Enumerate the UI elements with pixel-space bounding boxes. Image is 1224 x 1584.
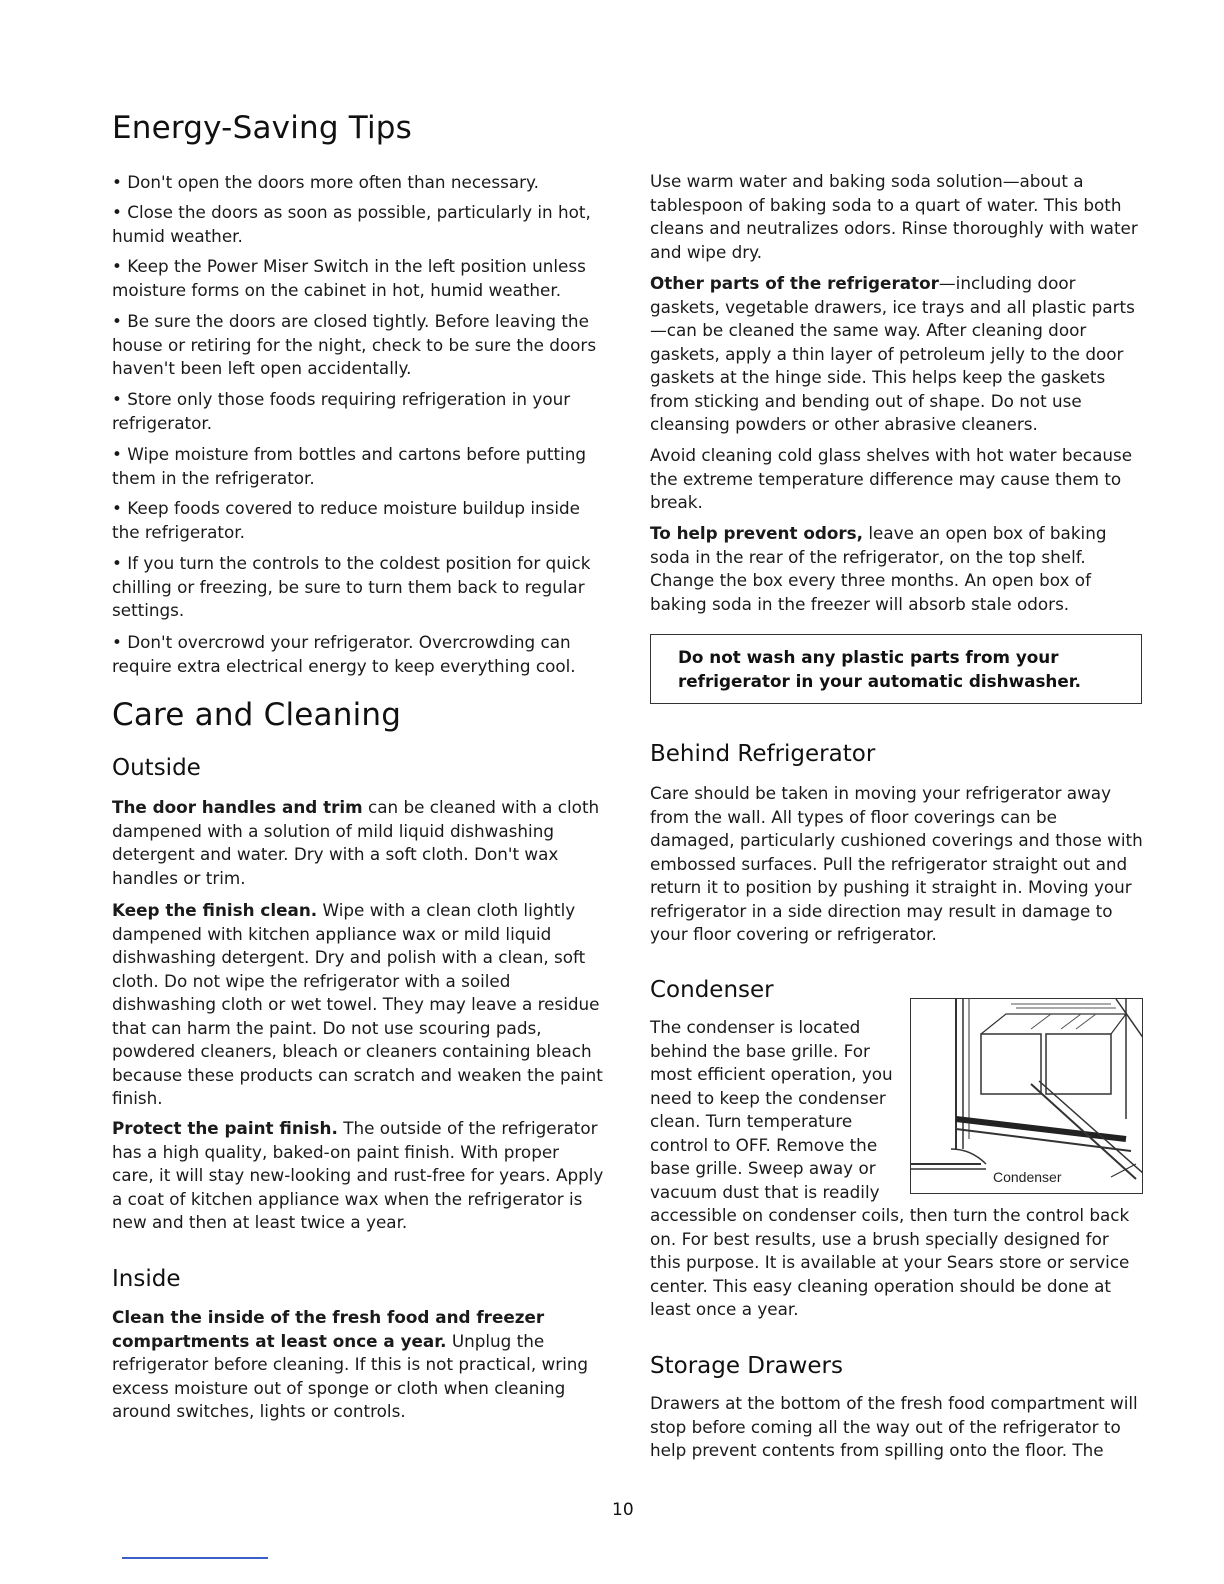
energy-tip: • Don't open the doors more often than necessary. (112, 172, 539, 192)
condenser-wrapped-text: The condenser is located behind the base grille. For most efficient operation, you need to keep the condenser clean. Turn temperature control to OFF. Remove the base grille. Sweep away or vacuum dust that is readily (650, 1017, 893, 1202)
energy-tip: • Store only those foods requiring refrigeration in your refrigerator. (112, 389, 571, 433)
bold-lead: Protect the paint finish. (112, 1118, 338, 1138)
energy-tip: • Wipe moisture from bottles and cartons before putting them in the refrigerator. (112, 444, 586, 488)
energy-tip: • Be sure the doors are closed tightly. Before leaving the house or retiring for the night, check to be sure the doors haven't been left open accidentally. (112, 311, 597, 378)
footer-rule (122, 1557, 268, 1559)
condenser-heading: Condenser (650, 977, 774, 1003)
storage-heading: Storage Drawers (650, 1353, 843, 1379)
outside-paragraph: Keep the finish clean. Wipe with a clean cloth lightly dampened with kitchen appliance wax or mild liquid dishwashing detergent. Dry and polish with a clean, soft cloth. Do not wipe the refrigerator with a soiled dishwashing cloth or wet towel. They may leave a residue that can harm the paint. Do not use scouring pads, powdered cleaners, bleach or cleaners containing bleach because these products can scratch and weaken the paint finish. (112, 900, 603, 1108)
bold-lead: To help prevent odors, (650, 523, 864, 543)
bold-lead: Clean the inside of the fresh food and freezer compartments at least once a year. (112, 1307, 545, 1351)
condenser-drawing (911, 999, 1143, 1194)
energy-title: Energy-Saving Tips (112, 110, 413, 146)
bold-lead: The door handles and trim (112, 797, 363, 817)
condenser-figure-label: Condenser (993, 1169, 1062, 1185)
inside-paragraph: Other parts of the refrigerator—including door gaskets, vegetable drawers, ice trays and all plastic parts—can be cleaned the same way. After cleaning door gaskets, apply a thin layer of petroleum jelly to the door gaskets at the hinge side. This helps keep the gaskets from sticking and bending out of shape. Do not use cleansing powders or other abrasive cleaners. (650, 273, 1135, 434)
storage-paragraph: Drawers at the bottom of the fresh food compartment will stop before coming all the way out of the refrigerator to help prevent contents from spilling onto the floor. The (650, 1393, 1138, 1460)
inside-paragraph: Clean the inside of the fresh food and freezer compartments at least once a year. Unplug the refrigerator before cleaning. If this is not practical, wring excess moisture out of sponge or cloth when cleaning around switches, lights or controls. (112, 1307, 589, 1421)
inside-paragraph: To help prevent odors, leave an open box of baking soda in the rear of the refrigerator, on the top shelf. Change the box every three months. An open box of baking soda in the freezer will absorb stale odors. (650, 523, 1107, 614)
energy-tip: • If you turn the controls to the coldest position for quick chilling or freezing, be sure to turn them back to regular settings. (112, 553, 591, 620)
inside-paragraph: Avoid cleaning cold glass shelves with hot water because the extreme temperature difference may cause them to break. (650, 445, 1133, 512)
behind-heading: Behind Refrigerator (650, 741, 876, 767)
behind-paragraph: Care should be taken in moving your refrigerator away from the wall. All types of floor coverings can be damaged, particularly cushioned coverings and those with embossed surfaces. Pull the refrigerator straight out and return it to position by pushing it straight in. Moving your refrigerator in a side direction may result in damage to your floor covering or refrigerator. (650, 783, 1143, 944)
care-title: Care and Cleaning (112, 697, 402, 733)
inside-paragraph: Use warm water and baking soda solution—about a tablespoon of baking soda to a quart of water. This both cleans and neutralizes odors. Rinse thoroughly with water and wipe dry. (650, 171, 1138, 262)
outside-paragraph: The door handles and trim can be cleaned with a cloth dampened with a solution of mild liquid dishwashing detergent and water. Dry with a soft cloth. Don't wax handles or trim. (112, 797, 600, 888)
outside-paragraph: Protect the paint finish. The outside of the refrigerator has a high quality, baked-on paint finish. With proper care, it will stay new-looking and rust-free for years. Apply a coat of kitchen appliance wax when the refrigerator is new and then at least twice a year. (112, 1118, 604, 1232)
dishwasher-warning-box (650, 634, 1142, 704)
energy-tip: • Close the doors as soon as possible, particularly in hot, humid weather. (112, 202, 591, 246)
outside-heading: Outside (112, 755, 201, 781)
energy-tip: • Keep foods covered to reduce moisture buildup inside the refrigerator. (112, 498, 580, 542)
dishwasher-warning-text: Do not wash any plastic parts from your refrigerator in your automatic dishwasher. (678, 647, 1082, 691)
energy-tip: • Don't overcrowd your refrigerator. Overcrowding can require extra electrical energy to keep everything cool. (112, 632, 576, 676)
condenser-paragraph: accessible on condenser coils, then turn the control back on. For best results, use a brush specially designed for this purpose. It is available at your Sears store or service center. This easy cleaning operation should be done at least once a year. (650, 1205, 1130, 1319)
bold-lead: Keep the finish clean. (112, 900, 318, 920)
inside-heading: Inside (112, 1266, 181, 1292)
page-number: 10 (612, 1500, 634, 1520)
bold-lead: Other parts of the refrigerator (650, 273, 939, 293)
energy-tip: • Keep the Power Miser Switch in the left position unless moisture forms on the cabinet in hot, humid weather. (112, 256, 586, 300)
condenser-illustration (910, 998, 1143, 1194)
